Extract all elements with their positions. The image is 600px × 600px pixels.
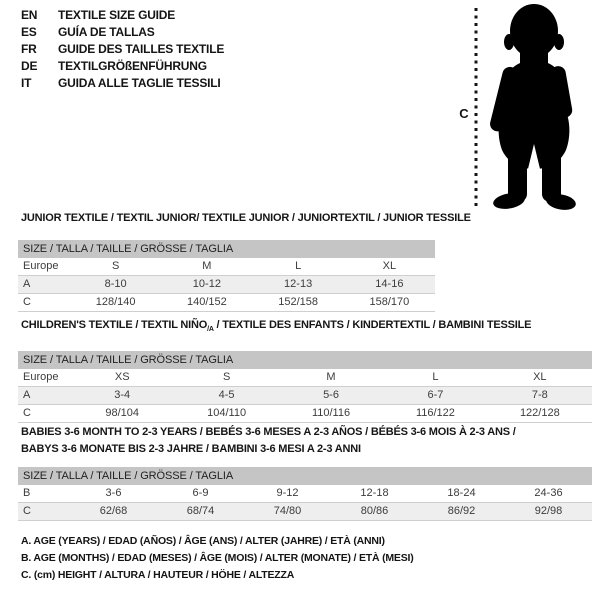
language-title: GUIDE DES TAILLES TEXTILE — [58, 42, 225, 56]
size-value-cell: 8-10 — [104, 278, 127, 290]
row-label: Europe — [23, 260, 59, 272]
table-title-text: BABIES 3-6 MONTH TO 2-3 YEARS / BEBÉS 3-6 MESES A 2-3 AÑOS / BÉBÉS 3-6 MOIS À 2-3 ANS / — [21, 426, 516, 438]
language-code: FR — [21, 42, 37, 56]
language-code: ES — [21, 25, 37, 39]
size-value-cell: L — [295, 260, 302, 272]
size-value-cell: 12-13 — [284, 278, 313, 290]
table-row — [18, 258, 435, 276]
table-row — [18, 294, 435, 312]
row-label: C — [23, 296, 31, 308]
table-row — [18, 503, 592, 521]
size-value-cell: 62/68 — [99, 505, 128, 517]
size-value-cell: 122/128 — [519, 407, 560, 420]
size-value-cell: 86/92 — [447, 505, 476, 517]
babies-textile-section — [18, 424, 592, 521]
language-title: TEXTILE SIZE GUIDE — [58, 8, 176, 22]
size-header-bar: SIZE / TALLA / TAILLE / GRÖSSE / TAGLIA — [18, 467, 592, 485]
size-value-cell: 10-12 — [192, 278, 221, 290]
size-value-cell: 18-24 — [447, 487, 476, 499]
size-value-cell: 5-6 — [323, 389, 339, 402]
size-value-cell: M — [202, 260, 212, 272]
row-label: C — [23, 505, 31, 517]
size-value-cell: L — [432, 371, 439, 384]
size-value-cell: 24-36 — [534, 487, 563, 499]
language-code: DE — [21, 59, 38, 73]
size-value-cell: 9-12 — [276, 487, 299, 499]
toddler-silhouette-icon — [450, 0, 600, 214]
babies-table-title — [21, 424, 592, 458]
size-header-bar: SIZE / TALLA / TAILLE / GRÖSSE / TAGLIA — [18, 240, 435, 258]
size-value-cell: 3-4 — [114, 389, 131, 402]
table-title-text: JUNIOR TEXTILE / TEXTIL JUNIOR/ TEXTILE JUNIOR / JUNIORTEXTIL / JUNIOR TESSILE — [21, 212, 471, 224]
table-title-text: BABYS 3-6 MONATE BIS 2-3 JAHRE / BAMBINI 3-6 MESI A 2-3 ANNI — [21, 443, 361, 455]
size-value-cell: 74/80 — [273, 505, 302, 517]
language-title-list — [21, 7, 224, 92]
size-value-cell: 92/98 — [534, 505, 563, 517]
legend-line-age-years: A. AGE (YEARS) / EDAD (AÑOS) / ÂGE (ANS) / ALTER (JAHRE) / ETÀ (ANNI) — [21, 535, 385, 547]
size-value-cell: XS — [114, 371, 130, 384]
table-row — [18, 405, 592, 423]
table-title-text: / TEXTILE DES ENFANTS / KINDERTEXTIL / BAMBINI TESSILE — [213, 319, 532, 331]
language-title: TEXTILGRÖßENFÜHRUNG — [58, 59, 207, 73]
language-row — [21, 41, 224, 58]
size-value-cell: 3-6 — [105, 487, 122, 499]
row-label: C — [23, 407, 31, 420]
size-value-cell: 80/86 — [360, 505, 389, 517]
size-value-cell: 158/170 — [369, 296, 410, 308]
babies-size-table — [18, 485, 592, 521]
size-value-cell: 140/152 — [186, 296, 227, 308]
table-title-subscript: /A — [207, 326, 214, 334]
language-title: GUIDA ALLE TAGLIE TESSILI — [58, 76, 221, 90]
row-label: B — [23, 487, 31, 499]
children-table-title — [21, 319, 592, 336]
size-value-cell: 116/122 — [415, 407, 455, 420]
size-header-bar: SIZE / TALLA / TAILLE / GRÖSSE / TAGLIA — [18, 351, 592, 369]
size-value-cell: 68/74 — [186, 505, 215, 517]
junior-size-table — [18, 258, 435, 312]
height-measure-label: C — [459, 106, 469, 121]
size-value-cell: S — [111, 260, 120, 272]
junior-textile-section — [18, 212, 471, 312]
language-row — [21, 58, 224, 75]
size-value-cell: 128/140 — [95, 296, 136, 308]
size-value-cell: 6-7 — [427, 389, 444, 402]
row-label: Europe — [23, 371, 59, 384]
legend — [21, 533, 414, 584]
size-value-cell: 7-8 — [531, 389, 548, 402]
size-value-cell: 104/110 — [207, 407, 247, 420]
children-textile-section — [18, 319, 592, 423]
size-value-cell: 14-16 — [375, 278, 404, 290]
table-row — [18, 485, 592, 503]
table-row — [18, 369, 592, 387]
table-row — [18, 387, 592, 405]
language-row — [21, 7, 224, 24]
language-code: IT — [21, 76, 32, 90]
size-value-cell: 98/104 — [105, 407, 140, 420]
size-value-cell: M — [326, 371, 336, 384]
language-code: EN — [21, 8, 38, 22]
size-value-cell: 110/116 — [311, 407, 351, 420]
row-label: A — [23, 389, 31, 402]
language-row — [21, 75, 224, 92]
size-value-cell: 4-5 — [218, 389, 235, 402]
size-value-cell: XL — [533, 371, 547, 384]
language-title: GUÍA DE TALLAS — [58, 25, 155, 39]
language-row — [21, 24, 224, 41]
legend-line-age-months: B. AGE (MONTHS) / EDAD (MESES) / ÂGE (MOIS) / ALTER (MONATE) / ETÀ (MESI) — [21, 552, 414, 564]
size-value-cell: 152/158 — [278, 296, 318, 308]
size-value-cell: S — [222, 371, 231, 384]
size-value-cell: 12-18 — [360, 487, 389, 499]
table-row — [18, 276, 435, 294]
legend-line-height-cm: C. (cm) HEIGHT / ALTURA / HAUTEUR / HÖHE / ALTEZZA — [21, 569, 295, 581]
table-title-text: CHILDREN'S TEXTILE / TEXTIL NIÑO — [21, 319, 208, 331]
size-value-cell: 6-9 — [192, 487, 209, 499]
children-size-table — [18, 369, 592, 423]
row-label: A — [23, 278, 31, 290]
junior-table-title — [21, 212, 471, 225]
size-value-cell: XL — [382, 260, 397, 272]
